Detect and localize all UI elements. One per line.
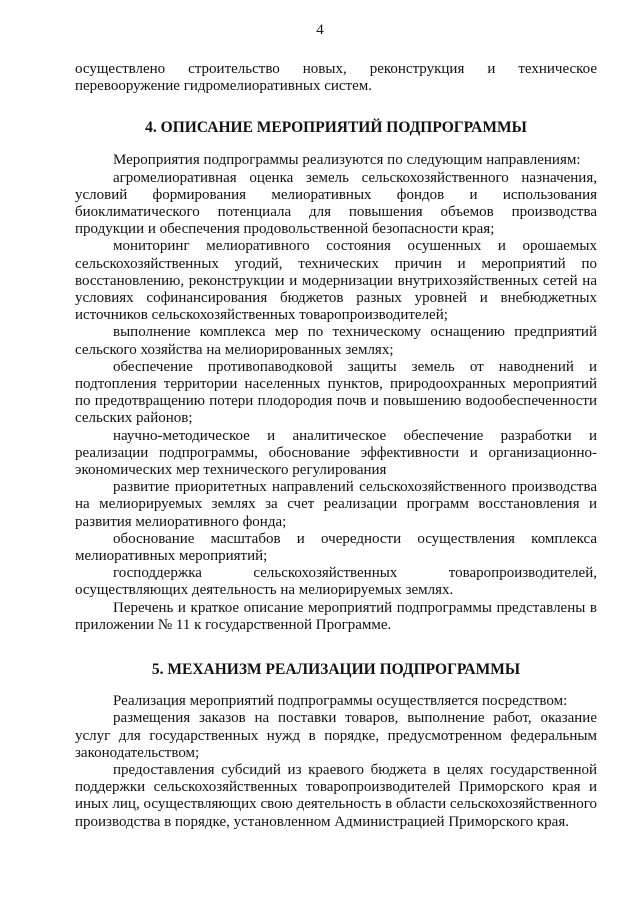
intro-word: реконструкция [369, 61, 465, 77]
intro-word: новых, [302, 61, 347, 77]
section-4-lead: Мероприятия подпрограммы реализуются по следующим направлениям: [113, 152, 581, 169]
section-5-lead: Реализация мероприятий подпрограммы осуществляется посредством: [113, 693, 568, 710]
section-5-title: 5. МЕХАНИЗМ РЕАЛИЗАЦИИ ПОДПРОГРАММЫ [151, 661, 521, 679]
section-5-item: размещения заказов на поставки товаров, выполнение работ, оказание услуг для государственных нужд в порядке, предусмотренном федеральным законодательством; [75, 710, 597, 761]
intro-word: строительство [188, 61, 280, 77]
intro-word: осуществлено [75, 61, 166, 77]
page-number: 4 [316, 22, 324, 38]
intro-line-1 [75, 61, 597, 78]
section-4-closing: Перечень и краткое описание мероприятий подпрограммы представлены в приложении № 11 к государственной Программе. [75, 599, 597, 633]
intro-word: и [487, 61, 496, 77]
section-5-item: предоставления субсидий из краевого бюджета в целях государственной поддержки сельскохозяйственных товаропроизводителей Приморского края и иных лиц, осуществляющих свою деятельность в области сельскохозяйственного производства в порядке, установленном Администрацией Приморского края. [75, 761, 597, 830]
section-4-item: обоснование масштабов и очередности осуществления комплекса мелиоративных мероприятий; [75, 530, 597, 565]
section-4-item: обеспечение противопаводковой защиты земель от наводнений и подтопления территории населенных пунктов, природоохранных мероприятий по предотвращению потери плодородия почв и повышению водообеспеченности сельских районов; [75, 358, 597, 427]
intro-word: техническое [518, 61, 597, 77]
section-4-item: мониторинг мелиоративного состояния осушенных и орошаемых сельскохозяйственных угодий, технических причин и мероприятий по восстановлению, реконструкции и модернизации внутрихозяйственных сетей на условиях софинансирования бюджетов разных уровней и внебюджетных источников сельскохозяйственных товаропроизводителей; [75, 238, 597, 324]
section-4-item: научно-методическое и аналитическое обеспечение разработки и реализации подпрограммы, обоснование эффективности и организационно-экономических мер технического регулирования [75, 427, 597, 479]
intro-paragraph [75, 61, 597, 95]
document-body [75, 61, 597, 831]
section-4-item: выполнение комплекса мер по техническому оснащению предприятий сельского хозяйства на мелиорированных землях; [75, 324, 597, 358]
section-4-title: 4. ОПИСАНИЕ МЕРОПРИЯТИЙ ПОДПРОГРАММЫ [145, 119, 527, 137]
section-4-item: развитие приоритетных направлений сельскохозяйственного производства на мелиорируемых землях за счет реализации программ восстановления и развития мелиоративного фонда; [75, 479, 597, 530]
intro-line-2: перевооружение гидромелиоративных систем. [75, 78, 372, 95]
section-4-item: агромелиоративная оценка земель сельскохозяйственного назначения, условий формирования мелиоративных фондов и использования биоклиматического потенциала для повышения объемов производства продукции и обеспечения продовольственной безопасности края; [75, 169, 597, 238]
section-4-item: господдержка сельскохозяйственных товаропроизводителей, осуществляющих деятельность на мелиорируемых землях. [75, 565, 597, 599]
